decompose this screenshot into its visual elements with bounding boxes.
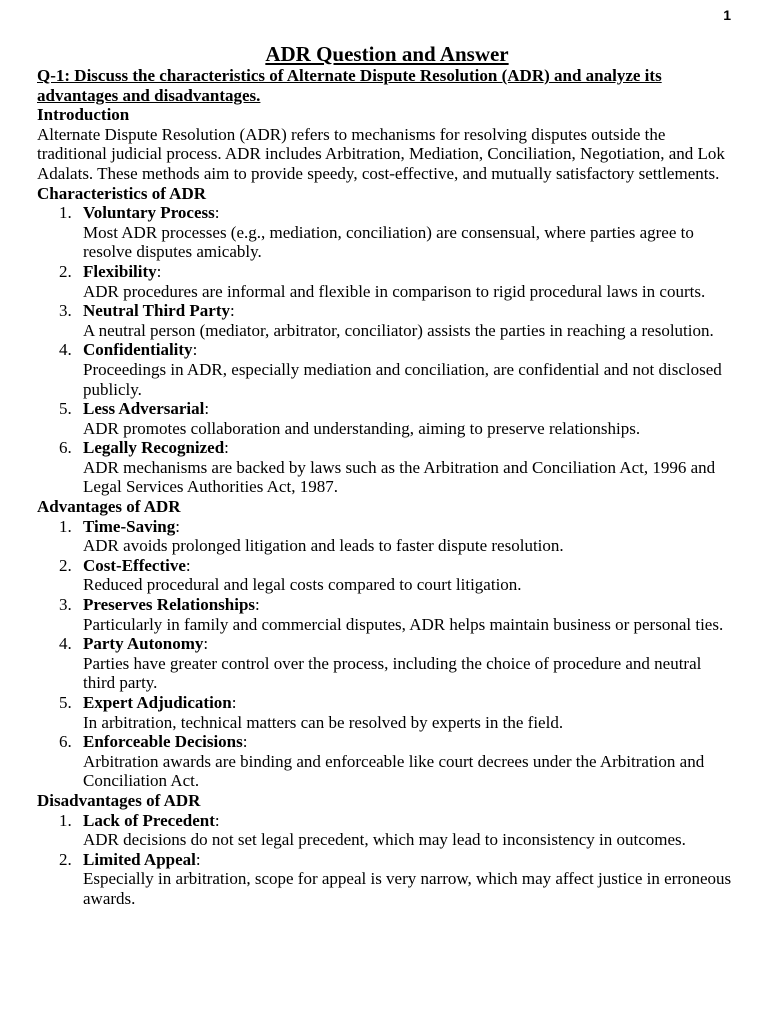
list-item-term: Enforceable Decisions	[83, 732, 243, 752]
list-item-term: Limited Appeal	[83, 849, 196, 869]
list-item-term: Less Adversarial	[83, 399, 205, 419]
list-item: 2. Cost-Effective: Reduced procedural and legal costs compared to court litigation.	[37, 556, 737, 595]
list-item: 6. Enforceable Decisions: Arbitration awards are binding and enforceable like court decrees under the Arbitration and Conciliation Act.	[37, 732, 737, 791]
introduction-text: Alternate Dispute Resolution (ADR) refers to mechanisms for resolving disputes outside the traditional judicial process. ADR includes Arbitration, Mediation, Conciliation, Negotiation, and Lok Adalats. These methods aim to provide speedy, cost-effective, and mutually satisfactory settlements.	[37, 124, 725, 183]
list-item-number: 5.	[59, 399, 72, 419]
disadvantages-list	[37, 811, 737, 909]
list-item-description: ADR procedures are informal and flexible in comparison to rigid procedural laws in courts.	[83, 281, 706, 301]
list-item-description: Arbitration awards are binding and enforceable like court decrees under the Arbitration and Conciliation Act.	[83, 751, 705, 791]
list-item-term: Lack of Precedent	[83, 810, 215, 830]
list-item-description: Proceedings in ADR, especially mediation and conciliation, are confidential and not disclosed publicly.	[83, 359, 722, 399]
list-item-term: Legally Recognized	[83, 438, 225, 458]
question-heading: Q-1: Discuss the characteristics of Alternate Dispute Resolution (ADR) and analyze its advantages and disadvantages.	[37, 66, 662, 105]
advantages-heading: Advantages of ADR	[37, 497, 181, 517]
list-item-number: 5.	[59, 693, 72, 712]
list-item-number: 6.	[59, 732, 72, 752]
list-item-number: 1.	[59, 810, 72, 830]
list-item-description: In arbitration, technical matters can be resolved by experts in the field.	[83, 712, 564, 732]
advantages-list	[37, 517, 737, 791]
list-item: 5. Expert Adjudication: In arbitration, technical matters can be resolved by experts in the field.	[37, 693, 737, 732]
list-item-term: Neutral Third Party	[83, 301, 231, 321]
introduction-heading: Introduction	[37, 105, 130, 125]
list-item: 5. Less Adversarial: ADR promotes collaboration and understanding, aiming to preserve relationships.	[37, 399, 737, 438]
list-item: 2. Flexibility: ADR procedures are informal and flexible in comparison to rigid procedural laws in courts.	[37, 262, 737, 301]
list-item-number: 2.	[59, 849, 72, 869]
list-item: 1. Time-Saving: ADR avoids prolonged litigation and leads to faster dispute resolution.	[37, 517, 737, 556]
list-item-number: 6.	[59, 438, 72, 458]
list-item: 6. Legally Recognized: ADR mechanisms are backed by laws such as the Arbitration and Conciliation Act, 1996 and Legal Services Authorities Act, 1987.	[37, 438, 737, 497]
list-item-number: 2.	[59, 555, 72, 575]
document-title: ADR Question and Answer	[265, 42, 509, 66]
list-item-description: Parties have greater control over the process, including the choice of procedure and neutral third party.	[83, 653, 702, 693]
disadvantages-heading: Disadvantages of ADR	[37, 790, 201, 810]
list-item-description: Particularly in family and commercial disputes, ADR helps maintain business or personal ties.	[83, 614, 724, 634]
list-item: 1. Lack of Precedent: ADR decisions do not set legal precedent, which may lead to inconsistency in outcomes.	[37, 811, 737, 850]
list-item-description: ADR avoids prolonged litigation and leads to faster dispute resolution.	[83, 536, 564, 556]
list-item-term: Expert Adjudication	[83, 693, 232, 712]
document-body	[37, 42, 737, 909]
list-item-number: 1.	[59, 203, 72, 223]
list-item-description: ADR decisions do not set legal precedent, which may lead to inconsistency in outcomes.	[83, 830, 686, 850]
list-item-term: Preserves Relationships	[83, 595, 256, 615]
list-item-description: Most ADR processes (e.g., mediation, conciliation) are consensual, where parties agree to resolve disputes amicably.	[83, 222, 694, 262]
list-item-term: Time-Saving	[83, 516, 176, 536]
list-item-description: A neutral person (mediator, arbitrator, conciliator) assists the parties in reaching a resolution.	[83, 320, 714, 340]
list-item-number: 2.	[59, 261, 72, 281]
list-item: 1. Voluntary Process: Most ADR processes (e.g., mediation, conciliation) are consensual, where parties agree to resolve disputes amicably.	[37, 203, 737, 262]
list-item-number: 4.	[59, 634, 72, 654]
list-item-number: 3.	[59, 595, 72, 615]
list-item-description: ADR mechanisms are backed by laws such as the Arbitration and Conciliation Act, 1996 and Legal Services Authorities Act, 1987.	[83, 457, 716, 497]
characteristics-heading: Characteristics of ADR	[37, 183, 207, 203]
list-item-number: 3.	[59, 301, 72, 321]
list-item-term: Voluntary Process	[83, 203, 215, 223]
list-item: 4. Party Autonomy: Parties have greater control over the process, including the choice of procedure and neutral third party.	[37, 634, 737, 693]
list-item: 3. Neutral Third Party: A neutral person (mediator, arbitrator, conciliator) assists the parties in reaching a resolution.	[37, 301, 737, 340]
list-item-term: Party Autonomy	[83, 634, 204, 654]
list-item: 3. Preserves Relationships: Particularly in family and commercial disputes, ADR helps maintain business or personal ties.	[37, 595, 737, 634]
list-item-term: Confidentiality	[83, 340, 193, 360]
list-item-number: 1.	[59, 516, 72, 536]
page-number: 1	[723, 7, 731, 23]
list-item-term: Flexibility	[83, 261, 157, 281]
list-item-description: Reduced procedural and legal costs compared to court litigation.	[83, 575, 522, 595]
list-item-number: 4.	[59, 340, 72, 360]
list-item: 2. Limited Appeal: Especially in arbitration, scope for appeal is very narrow, which may affect justice in erroneous awards.	[37, 850, 737, 909]
list-item: 4. Confidentiality: Proceedings in ADR, especially mediation and conciliation, are confidential and not disclosed publicly.	[37, 340, 737, 399]
characteristics-list	[37, 203, 737, 497]
list-item-term: Cost-Effective	[83, 555, 186, 575]
list-item-description: Especially in arbitration, scope for appeal is very narrow, which may affect justice in erroneous awards.	[83, 869, 732, 908]
list-item-description: ADR promotes collaboration and understanding, aiming to preserve relationships.	[83, 418, 641, 438]
